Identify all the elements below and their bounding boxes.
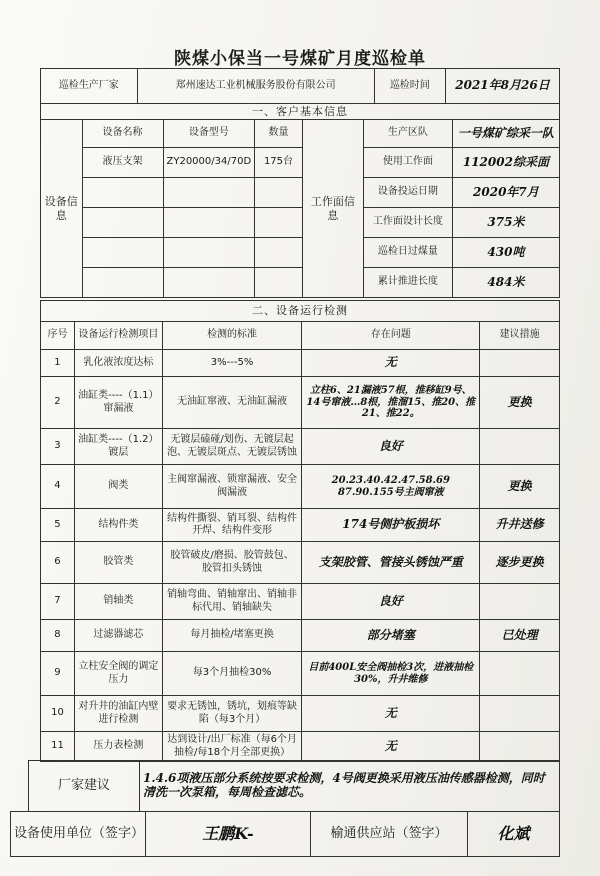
advice-table xyxy=(28,760,560,812)
row-issue: 目前400L安全阀抽检3次，进液抽检30%，升井维修 xyxy=(302,652,480,696)
row-standard: 每3个月抽检30% xyxy=(162,652,302,696)
row-no: 5 xyxy=(41,509,75,542)
row-issue: 良好 xyxy=(302,429,480,465)
row-action xyxy=(480,429,560,465)
empty-cell xyxy=(163,238,255,268)
section1-header xyxy=(40,103,560,120)
empty-cell xyxy=(163,178,255,208)
field-label-advance-length: 累计推进长度 xyxy=(364,268,453,298)
col-equipment-name: 设备名称 xyxy=(82,120,163,148)
empty-cell xyxy=(255,268,303,298)
empty-cell xyxy=(82,268,163,298)
table-row xyxy=(41,350,560,377)
table-row xyxy=(41,732,560,762)
row-standard: 无镀层磕碰/划伤、无镀层起泡、无镀层斑点、无镀层锈蚀 xyxy=(162,429,302,465)
empty-cell xyxy=(255,238,303,268)
field-label-design-length: 工作面设计长度 xyxy=(364,208,453,238)
field-value-advance-length: 484米 xyxy=(452,268,559,298)
header-table xyxy=(40,68,560,104)
row-no: 4 xyxy=(41,465,75,509)
row-no: 7 xyxy=(41,584,75,620)
row-item: 油缸类----（1.1）窜漏液 xyxy=(74,377,162,429)
empty-cell xyxy=(255,178,303,208)
table-row xyxy=(41,542,560,584)
field-value-design-length: 375米 xyxy=(452,208,559,238)
row-item: 阀类 xyxy=(74,465,162,509)
row-issue: 立柱6、21漏液57根，推移缸9号、14号窜液…8根，推溜15、推20、推21、推22。 xyxy=(302,377,480,429)
row-standard: 主阀窜漏液、锁窜漏液、安全阀漏液 xyxy=(162,465,302,509)
col-no: 序号 xyxy=(41,322,75,350)
row-standard: 销轴弯曲、销轴窜出、销轴非标代用、销轴缺失 xyxy=(162,584,302,620)
row-no: 2 xyxy=(41,377,75,429)
row-issue: 良好 xyxy=(302,584,480,620)
inspection-time-label: 巡检时间 xyxy=(374,69,445,104)
field-value-start-date: 2020年7月 xyxy=(452,178,559,208)
col-equipment-qty: 数量 xyxy=(255,120,303,148)
advice-text: 1.4.6项液压部分系统按要求检测，4号阀更换采用液压油传感器检测，同时清洗一次泵箱，每周检查滤芯。 xyxy=(140,761,560,812)
row-item: 销轴类 xyxy=(74,584,162,620)
workface-info-label: 工作面信息 xyxy=(302,120,363,298)
row-no: 9 xyxy=(41,652,75,696)
field-value-coal-volume: 430吨 xyxy=(452,238,559,268)
field-label-workface: 使用工作面 xyxy=(364,148,453,178)
row-issue: 无 xyxy=(302,350,480,377)
row-standard: 结构件撕裂、销耳裂、结构件开焊、结构件变形 xyxy=(162,509,302,542)
row-item: 压力表检测 xyxy=(74,732,162,762)
table-row xyxy=(41,429,560,465)
row-standard: 每月抽检/堵塞更换 xyxy=(162,620,302,652)
equipment-qty: 175台 xyxy=(255,148,303,178)
manufacturer-value: 郑州速达工业机械服务股份有限公司 xyxy=(137,69,374,104)
equipment-info-label: 设备信息 xyxy=(41,120,83,298)
empty-cell xyxy=(82,208,163,238)
advice-label: 厂家建议 xyxy=(29,761,140,812)
row-item: 对升井的油缸内壁进行检测 xyxy=(74,696,162,732)
field-label-team: 生产区队 xyxy=(364,120,453,148)
field-value-team: 一号煤矿综采一队 xyxy=(452,120,559,148)
row-issue: 无 xyxy=(302,732,480,762)
supplier-sign-label: 榆通供应站（签字） xyxy=(311,812,468,857)
table-row xyxy=(41,377,560,429)
row-standard: 3%---5% xyxy=(162,350,302,377)
empty-cell xyxy=(82,178,163,208)
customer-info-table xyxy=(40,119,560,298)
row-action: 升井送修 xyxy=(480,509,560,542)
empty-cell xyxy=(255,208,303,238)
col-issue: 存在问题 xyxy=(302,322,480,350)
table-row xyxy=(41,696,560,732)
row-issue: 部分堵塞 xyxy=(302,620,480,652)
supplier-signature: 化斌 xyxy=(468,812,560,857)
row-item: 过滤器滤芯 xyxy=(74,620,162,652)
row-issue: 20.23.40.42.47.58.69 87.90.155号主阀窜液 xyxy=(302,465,480,509)
row-no: 11 xyxy=(41,732,75,762)
row-action: 逐步更换 xyxy=(480,542,560,584)
user-signature: 王鹏K- xyxy=(146,812,311,857)
field-label-coal-volume: 巡检日过煤量 xyxy=(364,238,453,268)
row-standard: 无油缸窜液、无油缸漏液 xyxy=(162,377,302,429)
field-value-workface: 112002综采面 xyxy=(452,148,559,178)
table-row xyxy=(41,620,560,652)
section2-header xyxy=(40,300,560,322)
row-issue: 无 xyxy=(302,696,480,732)
row-item: 油缸类----（1.2）镀层 xyxy=(74,429,162,465)
row-issue: 支架胶管、管接头锈蚀严重 xyxy=(302,542,480,584)
table-row xyxy=(41,584,560,620)
signature-table xyxy=(10,811,560,857)
row-no: 6 xyxy=(41,542,75,584)
section2-title: 二、设备运行检测 xyxy=(41,301,560,322)
table-row xyxy=(41,509,560,542)
manufacturer-label: 巡检生产厂家 xyxy=(41,69,138,104)
row-item: 立柱安全阀的调定压力 xyxy=(74,652,162,696)
col-equipment-model: 设备型号 xyxy=(163,120,255,148)
empty-cell xyxy=(82,238,163,268)
row-action xyxy=(480,696,560,732)
row-action xyxy=(480,350,560,377)
row-action xyxy=(480,732,560,762)
row-action xyxy=(480,584,560,620)
row-issue: 174号侧护板损坏 xyxy=(302,509,480,542)
col-standard: 检测的标准 xyxy=(162,322,302,350)
empty-cell xyxy=(163,208,255,238)
user-sign-label: 设备使用单位（签字） xyxy=(11,812,146,857)
row-no: 1 xyxy=(41,350,75,377)
inspection-time-value: 2021年8月26日 xyxy=(445,69,559,104)
row-action: 更换 xyxy=(480,465,560,509)
col-item: 设备运行检测项目 xyxy=(74,322,162,350)
field-label-start-date: 设备投运日期 xyxy=(364,178,453,208)
equipment-model: ZY20000/34/70D xyxy=(163,148,255,178)
page-title: 陕煤小保当一号煤矿月度巡检单 xyxy=(174,49,426,69)
row-action: 已处理 xyxy=(480,620,560,652)
row-action: 更换 xyxy=(480,377,560,429)
row-no: 10 xyxy=(41,696,75,732)
row-no: 3 xyxy=(41,429,75,465)
equipment-name: 液压支架 xyxy=(82,148,163,178)
row-standard: 胶管破皮/磨损、胶管鼓包、胶管扣头锈蚀 xyxy=(162,542,302,584)
row-item: 胶管类 xyxy=(74,542,162,584)
row-item: 结构件类 xyxy=(74,509,162,542)
row-item: 乳化液浓度达标 xyxy=(74,350,162,377)
empty-cell xyxy=(163,268,255,298)
table-row xyxy=(41,465,560,509)
col-action: 建议措施 xyxy=(480,322,560,350)
row-action xyxy=(480,652,560,696)
table-row xyxy=(41,652,560,696)
section1-title: 一、客户基本信息 xyxy=(41,104,560,120)
row-standard: 要求无锈蚀，锈坑，划痕等缺陷（每3个月） xyxy=(162,696,302,732)
row-standard: 达到设计/出厂标准（每6个月抽检/每18个月全部更换） xyxy=(162,732,302,762)
equipment-check-table xyxy=(40,321,560,762)
row-no: 8 xyxy=(41,620,75,652)
